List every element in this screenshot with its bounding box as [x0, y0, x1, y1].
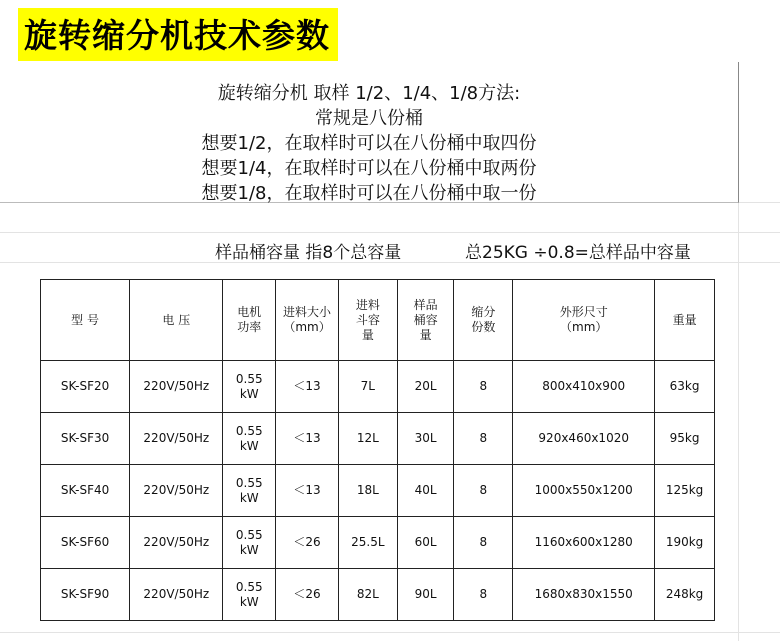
cell-hopper: 7L — [338, 361, 397, 413]
note-line: 想要1/4，在取样时可以在八份桶中取两份 — [201, 158, 537, 179]
note-line: 想要1/2，在取样时可以在八份桶中取四份 — [201, 133, 537, 154]
cell-dimensions: 1000x550x1200 — [513, 465, 655, 517]
header-hopper-capacity: 进料 斗容 量 — [338, 280, 397, 361]
header-bucket-capacity: 样品 桶容 量 — [397, 280, 454, 361]
table-row — [41, 361, 715, 413]
cell-dimensions: 800x410x900 — [513, 361, 655, 413]
sheet-gridline — [0, 232, 780, 233]
note-line: 旋转缩分机 取样 1/2、1/4、1/8方法: — [217, 83, 521, 104]
header-voltage: 电 压 — [130, 280, 223, 361]
cell-bucket: 90L — [397, 569, 454, 621]
cell-weight: 248kg — [655, 569, 715, 621]
sheet-gridline — [0, 632, 780, 633]
cell-model: SK-SF20 — [41, 361, 130, 413]
cell-feed-size: ＜26 — [276, 569, 339, 621]
cell-voltage: 220V/50Hz — [130, 465, 223, 517]
header-feed-size: 进料大小 （mm） — [276, 280, 339, 361]
cell-bucket: 20L — [397, 361, 454, 413]
cell-power: 0.55 kW — [223, 361, 276, 413]
cell-hopper: 12L — [338, 413, 397, 465]
cell-hopper: 82L — [338, 569, 397, 621]
page-title: 旋转缩分机技术参数 — [18, 8, 338, 61]
table-row — [41, 517, 715, 569]
spec-table — [40, 279, 715, 621]
cell-feed-size: ＜13 — [276, 413, 339, 465]
cell-power: 0.55 kW — [223, 517, 276, 569]
sheet-gridline — [738, 200, 739, 641]
cell-bucket: 40L — [397, 465, 454, 517]
cell-divisions: 8 — [454, 465, 513, 517]
cell-dimensions: 920x460x1020 — [513, 413, 655, 465]
cell-divisions: 8 — [454, 517, 513, 569]
cell-power: 0.55 kW — [223, 413, 276, 465]
cell-bucket: 30L — [397, 413, 454, 465]
header-division-count: 缩分 份数 — [454, 280, 513, 361]
cell-model: SK-SF30 — [41, 413, 130, 465]
cell-dimensions: 1160x600x1280 — [513, 517, 655, 569]
cell-voltage: 220V/50Hz — [130, 361, 223, 413]
table-header-row — [41, 280, 715, 361]
header-dimensions: 外形尺寸 （mm） — [513, 280, 655, 361]
cell-power: 0.55 kW — [223, 465, 276, 517]
cell-voltage: 220V/50Hz — [130, 517, 223, 569]
cell-hopper: 18L — [338, 465, 397, 517]
note-line: 想要1/8，在取样时可以在八份桶中取一份 — [201, 183, 537, 204]
cell-model: SK-SF90 — [41, 569, 130, 621]
cell-power: 0.55 kW — [223, 569, 276, 621]
note-line: 常规是八份桶 — [315, 108, 423, 129]
table-row — [41, 465, 715, 517]
cell-bucket: 60L — [397, 517, 454, 569]
cell-weight: 125kg — [655, 465, 715, 517]
method-notes — [0, 62, 739, 203]
cell-weight: 63kg — [655, 361, 715, 413]
cell-weight: 95kg — [655, 413, 715, 465]
table-row — [41, 413, 715, 465]
cell-voltage: 220V/50Hz — [130, 569, 223, 621]
cell-dimensions: 1680x830x1550 — [513, 569, 655, 621]
cell-feed-size: ＜13 — [276, 465, 339, 517]
cell-model: SK-SF60 — [41, 517, 130, 569]
cell-divisions: 8 — [454, 569, 513, 621]
header-model: 型 号 — [41, 280, 130, 361]
cell-divisions: 8 — [454, 361, 513, 413]
table-row — [41, 569, 715, 621]
cell-weight: 190kg — [655, 517, 715, 569]
cell-divisions: 8 — [454, 413, 513, 465]
cell-voltage: 220V/50Hz — [130, 413, 223, 465]
header-weight: 重量 — [655, 280, 715, 361]
cell-model: SK-SF40 — [41, 465, 130, 517]
cell-feed-size: ＜13 — [276, 361, 339, 413]
cell-hopper: 25.5L — [338, 517, 397, 569]
capacity-note: 样品桶容量 指8个总容量 — [215, 243, 402, 263]
cell-feed-size: ＜26 — [276, 517, 339, 569]
header-motor-power: 电机 功率 — [223, 280, 276, 361]
capacity-formula: 总25KG ÷0.8=总样品中容量 — [465, 243, 691, 263]
